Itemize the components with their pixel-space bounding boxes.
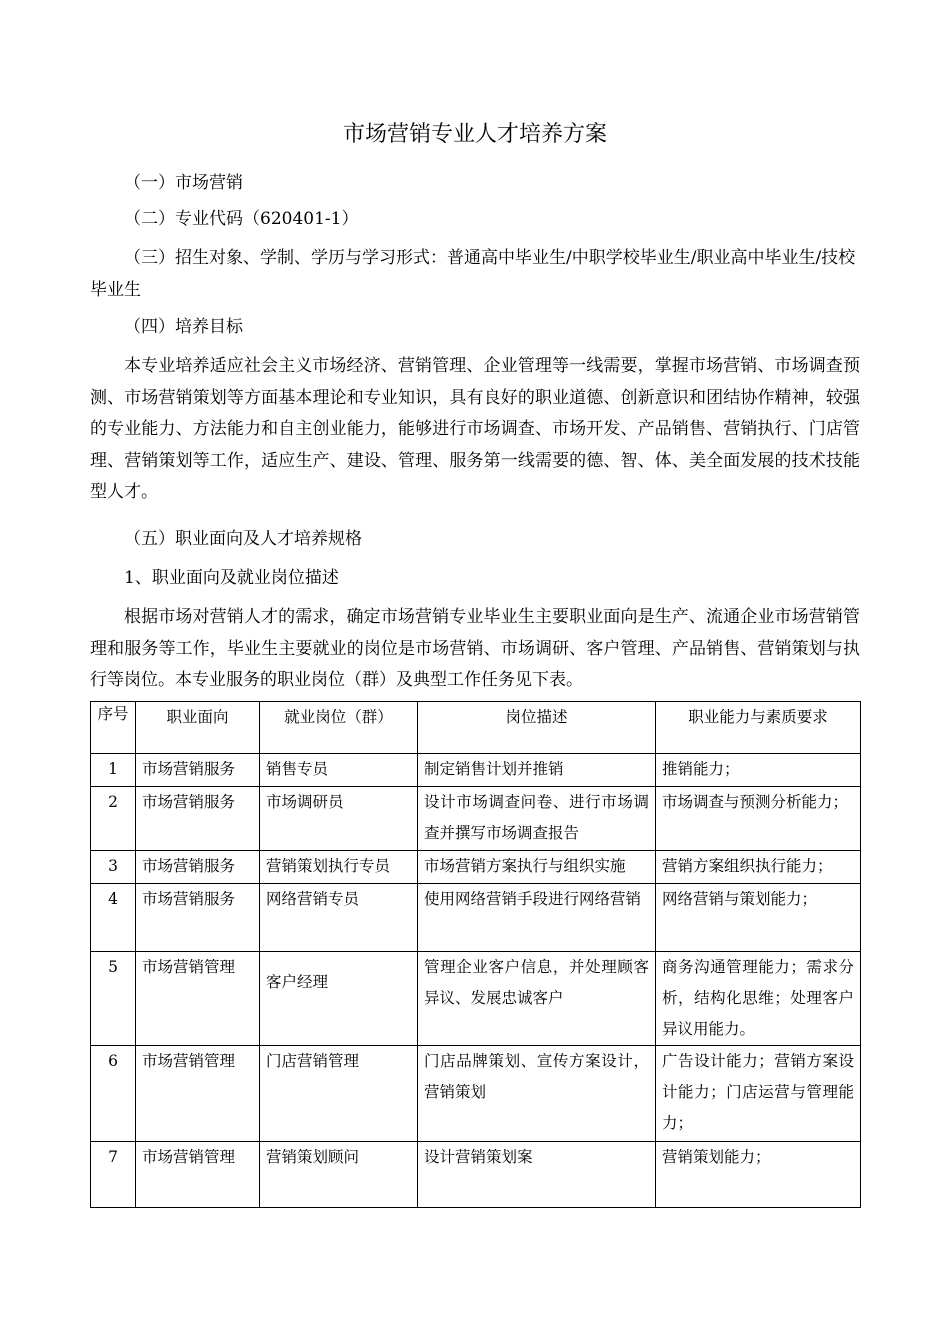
table-row (91, 754, 861, 787)
cell-seq: 5 (91, 952, 136, 1046)
cell-seq: 7 (91, 1142, 136, 1208)
section-major-name: （一）市场营销 (124, 173, 243, 193)
section-career-heading: （五）职业面向及人才培养规格 (124, 529, 362, 549)
cell-post: 客户经理 (260, 952, 418, 1046)
cell-field: 市场营销服务 (136, 851, 260, 884)
cell-post: 门店营销管理 (260, 1046, 418, 1142)
cell-post: 网络营销专员 (260, 884, 418, 952)
table-row (91, 952, 861, 1046)
cell-post: 营销策划顾问 (260, 1142, 418, 1208)
cell-field: 市场营销服务 (136, 884, 260, 952)
cell-desc: 使用网络营销手段进行网络营销 (418, 884, 656, 952)
section-objective-body: 本专业培养适应社会主义市场经济、营销管理、企业管理等一线需要，掌握市场营销、市场调查预测、市场营销策划等方面基本理论和专业知识，具有良好的职业道德、创新意识和团结协作精神，较强的专业能力、方法能力和自主创业能力，能够进行市场调查、市场开发、产品销售、营销执行、门店管理、营销策划等工作，适应生产、建设、管理、服务第一线需要的德、智、体、美全面发展的技术技能型人才。 (90, 356, 860, 502)
header-desc: 岗位描述 (418, 702, 656, 754)
cell-post: 市场调研员 (260, 787, 418, 851)
section-major-code: （二）专业代码（620401-1） (124, 209, 359, 229)
section-enrollment: （三）招生对象、学制、学历与学习形式：普通高中毕业生/中职学校毕业生/职业高中毕业生/技校毕业生 (90, 248, 856, 300)
cell-field: 市场营销服务 (136, 787, 260, 851)
subsection-job-body: 根据市场对营销人才的需求，确定市场营销专业毕业生主要职业面向是生产、流通企业市场营销管理和服务等工作，毕业生主要就业的岗位是市场营销、市场调研、客户管理、产品销售、营销策划与执行等岗位。本专业服务的职业岗位（群）及典型工作任务见下表。 (90, 607, 860, 690)
cell-post: 营销策划执行专员 (260, 851, 418, 884)
section-objective-heading: （四）培养目标 (124, 317, 243, 337)
cell-req: 网络营销与策划能力； (656, 884, 861, 952)
header-req: 职业能力与素质要求 (656, 702, 861, 754)
table-row (91, 1142, 861, 1208)
cell-req: 推销能力； (656, 754, 861, 787)
document-title: 市场营销专业人才培养方案 (342, 122, 607, 147)
table-row (91, 851, 861, 884)
header-seq: 序号 (91, 702, 136, 754)
cell-seq: 1 (91, 754, 136, 787)
header-post: 就业岗位（群） (260, 702, 418, 754)
table-row (91, 1046, 861, 1142)
cell-seq: 3 (91, 851, 136, 884)
cell-req: 广告设计能力；营销方案设计能力；门店运营与管理能力； (656, 1046, 861, 1142)
cell-seq: 4 (91, 884, 136, 952)
subsection-job-heading: 1、职业面向及就业岗位描述 (124, 568, 339, 588)
cell-desc: 设计营销策划案 (418, 1142, 656, 1208)
cell-field: 市场营销服务 (136, 754, 260, 787)
cell-req: 营销方案组织执行能力； (656, 851, 861, 884)
cell-field: 市场营销管理 (136, 952, 260, 1046)
cell-desc: 设计市场调查问卷、进行市场调查并撰写市场调查报告 (418, 787, 656, 851)
cell-seq: 2 (91, 787, 136, 851)
cell-desc: 制定销售计划并推销 (418, 754, 656, 787)
cell-seq: 6 (91, 1046, 136, 1142)
table-row (91, 787, 861, 851)
cell-desc: 管理企业客户信息，并处理顾客异议、发展忠诚客户 (418, 952, 656, 1046)
cell-desc: 门店品牌策划、宣传方案设计，营销策划 (418, 1046, 656, 1142)
cell-field: 市场营销管理 (136, 1046, 260, 1142)
table-header-row (91, 702, 861, 754)
cell-req: 商务沟通管理能力；需求分析，结构化思维；处理客户异议用能力。 (656, 952, 861, 1046)
cell-req: 市场调查与预测分析能力； (656, 787, 861, 851)
table-row (91, 884, 861, 952)
job-table (90, 701, 861, 1208)
cell-req: 营销策划能力； (656, 1142, 861, 1208)
cell-post: 销售专员 (260, 754, 418, 787)
header-field: 职业面向 (136, 702, 260, 754)
cell-field: 市场营销管理 (136, 1142, 260, 1208)
cell-desc: 市场营销方案执行与组织实施 (418, 851, 656, 884)
